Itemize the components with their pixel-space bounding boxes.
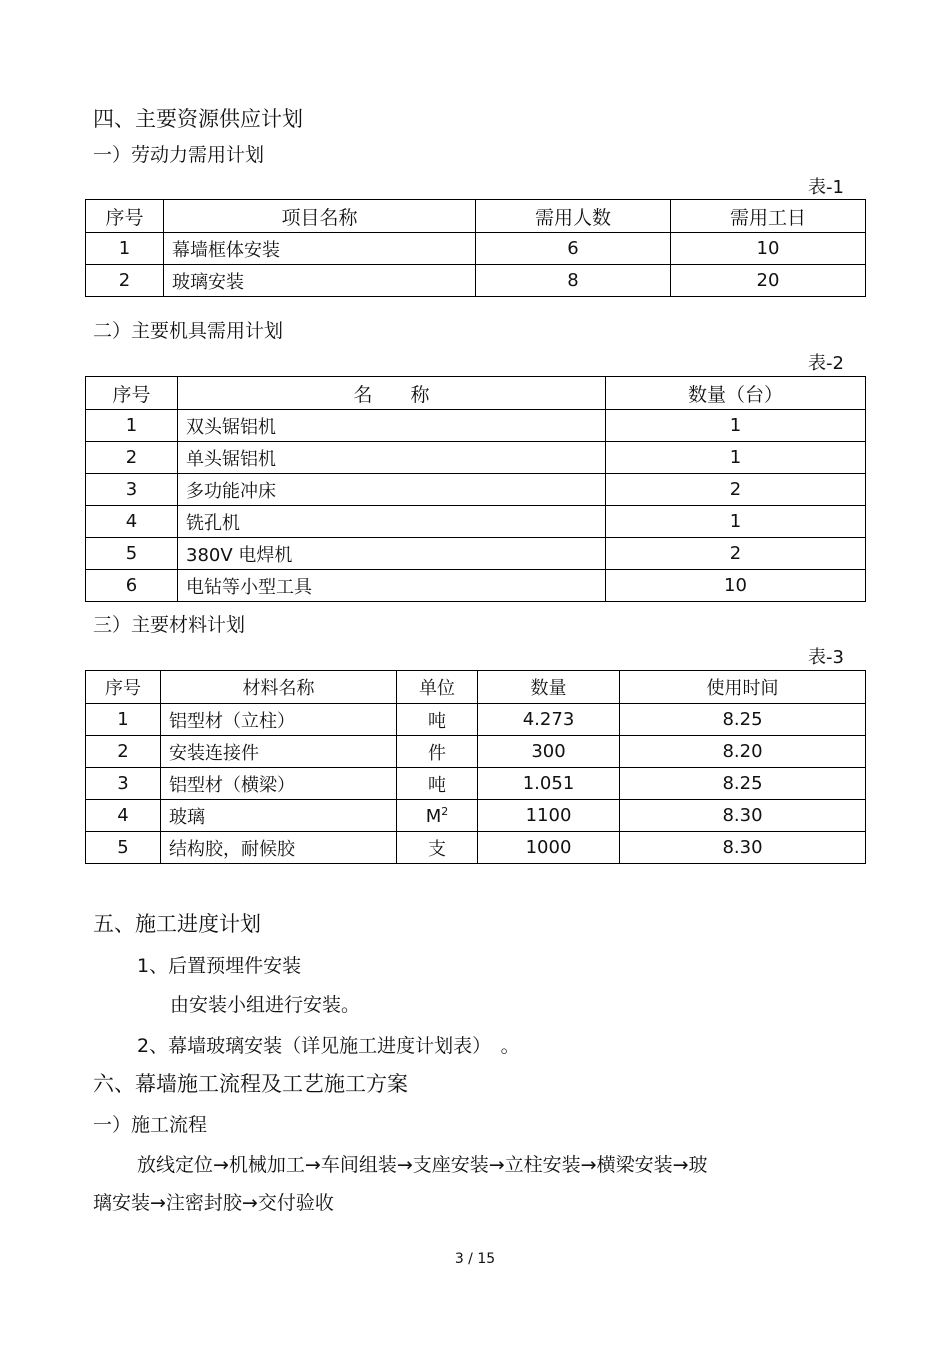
- section4-heading: 四、主要资源供应计划: [93, 107, 303, 131]
- table-row: [86, 506, 866, 538]
- construction-flow-line-2: 璃安装→注密封胶→交付验收: [93, 1192, 334, 1214]
- table-cell: 玻璃安装: [164, 265, 476, 297]
- table3-header: 使用时间: [620, 671, 866, 704]
- table-cell: 2: [86, 736, 161, 768]
- schedule-item-1-description: 由安装小组进行安装。: [170, 994, 361, 1016]
- unit-m: M: [425, 805, 442, 827]
- table3-header: 单位: [397, 671, 478, 704]
- materials-plan-table: [85, 670, 866, 864]
- materials-plan-subheading: 三）主要材料计划: [93, 614, 246, 636]
- machinery-plan-subheading: 二）主要机具需用计划: [93, 320, 284, 342]
- table-cell: 玻璃: [161, 800, 397, 832]
- table-cell: 吨: [397, 768, 478, 800]
- table2-header: 数量（台）: [606, 377, 866, 410]
- construction-flow-subheading: 一）施工流程: [93, 1114, 208, 1136]
- table-cell: 幕墙框体安装: [164, 233, 476, 265]
- table-row: [86, 410, 866, 442]
- table-cell: 铝型材（横梁）: [161, 768, 397, 800]
- table-cell: 件: [397, 736, 478, 768]
- table-cell: 8.25: [620, 704, 866, 736]
- table-row: [86, 704, 866, 736]
- unit-superscript: 2: [441, 804, 449, 818]
- table-row: [86, 233, 866, 265]
- table-row: [86, 800, 866, 832]
- table-cell: 8.30: [620, 832, 866, 864]
- table-cell: 3: [86, 768, 161, 800]
- schedule-item-2: 2、幕墙玻璃安装（详见施工进度计划表） 。: [137, 1035, 520, 1057]
- section5-heading: 五、施工进度计划: [93, 912, 261, 936]
- labor-plan-subheading: 一）劳动力需用计划: [93, 144, 265, 166]
- table1-header: 需用人数: [476, 200, 671, 233]
- table2-label: 表-2: [808, 353, 844, 374]
- table-cell: 4.273: [478, 704, 620, 736]
- table-cell: 1: [606, 506, 866, 538]
- table-cell: 支: [397, 832, 478, 864]
- table3-label: 表-3: [808, 647, 844, 668]
- table-cell: 4: [86, 800, 161, 832]
- table-cell: 5: [86, 832, 161, 864]
- table3-header: 数量: [478, 671, 620, 704]
- table-cell: 5: [86, 538, 178, 570]
- table3-header: 材料名称: [161, 671, 397, 704]
- table-cell: 3: [86, 474, 178, 506]
- construction-flow-line-1: 放线定位→机械加工→车间组装→支座安装→立柱安装→横梁安装→玻: [137, 1154, 708, 1176]
- table-cell: 多功能冲床: [178, 474, 606, 506]
- section6-heading: 六、幕墙施工流程及工艺施工方案: [93, 1072, 408, 1096]
- table1-header: 需用工日: [671, 200, 866, 233]
- table-row: [86, 832, 866, 864]
- labor-plan-table: [85, 199, 866, 297]
- table2-header: 序号: [86, 377, 178, 410]
- table-cell: 1: [606, 410, 866, 442]
- machinery-plan-table: [85, 376, 866, 602]
- table-cell: 2: [606, 474, 866, 506]
- table-row: [86, 736, 866, 768]
- table-row: [86, 538, 866, 570]
- table-cell: 结构胶，耐候胶: [161, 832, 397, 864]
- table2-header: 名 称: [178, 377, 606, 410]
- table-row: [86, 442, 866, 474]
- table-cell: 6: [86, 570, 178, 602]
- table-cell: 8.25: [620, 768, 866, 800]
- table1-label: 表-1: [808, 177, 844, 198]
- table-row: [86, 265, 866, 297]
- page-number: 3 / 15: [454, 1251, 496, 1267]
- table-cell: 8: [476, 265, 671, 297]
- table-row: [86, 474, 866, 506]
- table-cell: 8.20: [620, 736, 866, 768]
- table-cell: 铝型材（立柱）: [161, 704, 397, 736]
- table-cell: 380V 电焊机: [178, 538, 606, 570]
- table-cell: 电钻等小型工具: [178, 570, 606, 602]
- table-cell: 铣孔机: [178, 506, 606, 538]
- table-cell: 1100: [478, 800, 620, 832]
- table-cell: 300: [478, 736, 620, 768]
- table-row: [86, 768, 866, 800]
- table-cell: 20: [671, 265, 866, 297]
- table1-header: 序号: [86, 200, 164, 233]
- table-cell: 6: [476, 233, 671, 265]
- table-cell: 10: [671, 233, 866, 265]
- table-cell: 1: [86, 410, 178, 442]
- table-cell: 1: [86, 704, 161, 736]
- table-cell: 2: [606, 538, 866, 570]
- table-cell: 4: [86, 506, 178, 538]
- table-cell: 安装连接件: [161, 736, 397, 768]
- table-cell-unit-m2: [397, 800, 478, 832]
- schedule-item-1: 1、后置预埋件安装: [137, 955, 302, 977]
- table-cell: 单头锯铝机: [178, 442, 606, 474]
- table3-header: 序号: [86, 671, 161, 704]
- table-cell: 1: [86, 233, 164, 265]
- table-cell: 1: [606, 442, 866, 474]
- table-cell: 2: [86, 442, 178, 474]
- table-cell: 吨: [397, 704, 478, 736]
- table1-header: 项目名称: [164, 200, 476, 233]
- table-cell: 2: [86, 265, 164, 297]
- table-row: [86, 570, 866, 602]
- table-cell: 1000: [478, 832, 620, 864]
- table-cell: 10: [606, 570, 866, 602]
- table-cell: 1.051: [478, 768, 620, 800]
- table-cell: 双头锯铝机: [178, 410, 606, 442]
- table-cell: 8.30: [620, 800, 866, 832]
